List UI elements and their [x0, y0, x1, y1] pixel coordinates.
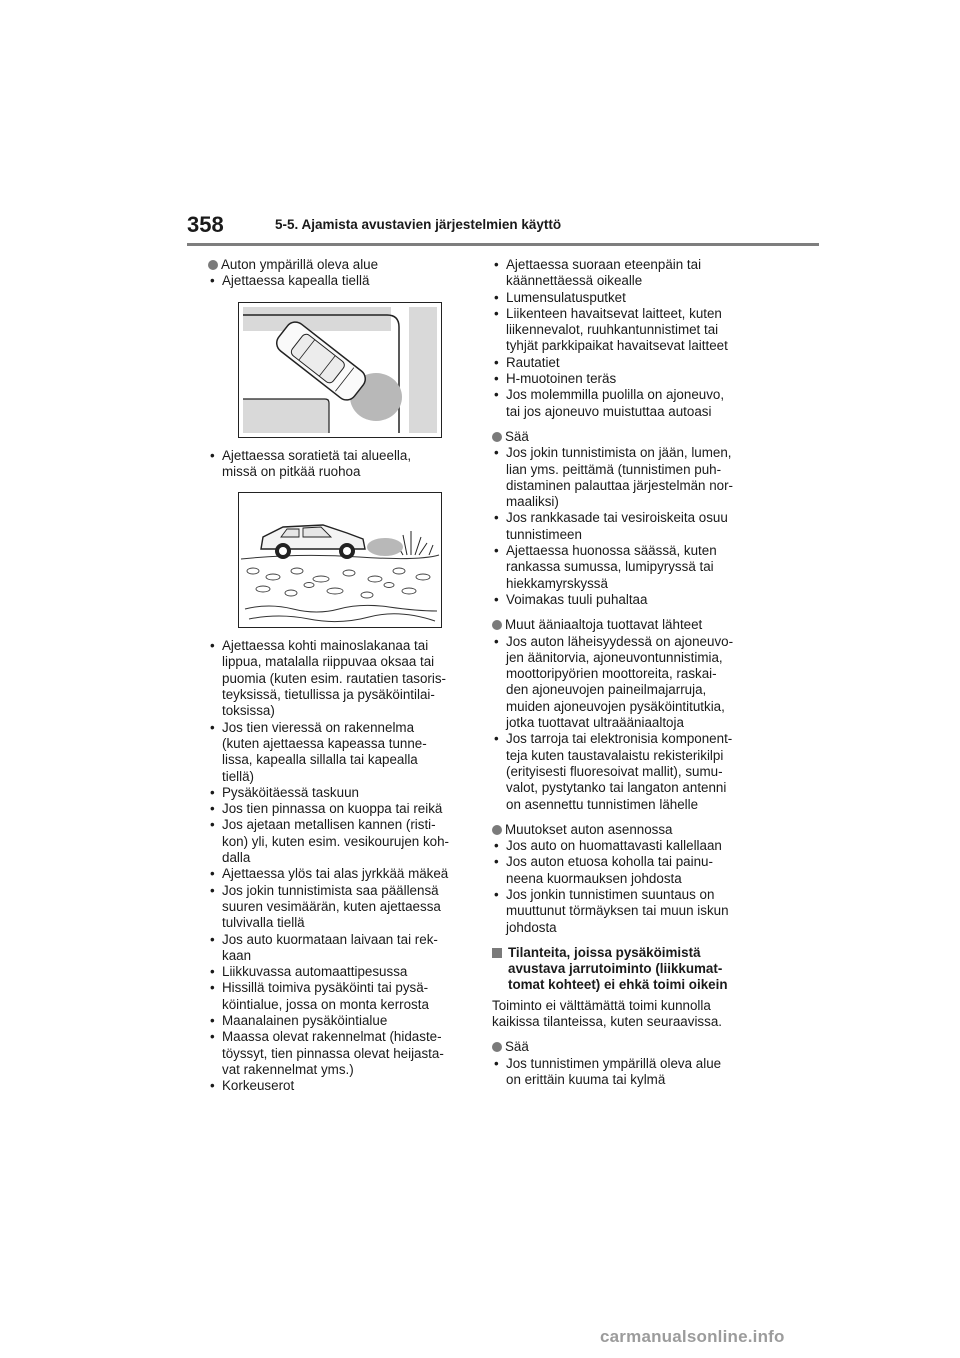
list-item: • Jos auton etuosa koholla tai painu- neena kuormauksen johdosta [494, 854, 713, 886]
circle-bullet-icon [492, 432, 502, 442]
list-item: • Jos rankkasade tai vesiroiskeita osuu tunnistimeen [494, 510, 728, 542]
circle-bullet-icon [208, 260, 218, 270]
circle-bullet-icon [492, 825, 502, 835]
header-divider [187, 243, 819, 246]
list-item: • Jos jokin tunnistimista saa päällensä suuren vesimäärän, kuten ajettaessa tulvivalla tiellä [210, 882, 441, 931]
circle-bullet-icon [492, 620, 502, 630]
bullet-group [492, 838, 767, 936]
list-item: • Jos tarroja tai elektronisia komponent- teja kuten taustavalaistu rekisterikilpi (erityisesti fluoresoivat mallit), sumu- valot, pystytanko tai langaton antenni on asennettu tunnistimen lähelle [494, 731, 733, 812]
bullet-group [492, 634, 767, 813]
list-item: • Maanalainen pysäköintialue [210, 1013, 388, 1029]
list-item: • Ajettaessa kohti mainoslakanaa tai lippua, matalalla riippuvaa oksaa tai puomia (kuten esim. rautatien tasoris- teyksissä, tietullissa ja pysäköintilai- toksissa) [210, 638, 447, 719]
list-item: • Jos ajetaan metallisen kannen (risti- kon) yli, kuten esim. vesikourujen koh- dalla [210, 817, 449, 866]
subheading-weather: Sää [492, 1039, 767, 1055]
subheading-surroundings: Auton ympärillä oleva alue [208, 257, 463, 273]
list-item: • Ajettaessa ylös tai alas jyrkkää mäkeä [210, 866, 449, 882]
list-item: • Hissillä toimiva pysäköinti tai pysä- köintialue, jossa on monta kerrosta [210, 980, 429, 1012]
list-item: • Liikkuvassa automaattipesussa [210, 964, 408, 980]
list-item: • Pysäköitäessä taskuun [210, 784, 359, 800]
left-bullet-list [208, 638, 463, 1094]
list-item: • Korkeuserot [210, 1078, 295, 1094]
list-item: • Jos auto on huomattavasti kallellaan [494, 838, 722, 854]
gravel-road-illustration [239, 493, 441, 627]
list-item: • Jos tien pinnassa on kuoppa tai reikä [210, 801, 443, 817]
list-item: • Ajettaessa soratietä tai alueella, missä on pitkää ruohoa [210, 447, 412, 479]
list-item: • Jos tien vieressä on rakennelma (kuten ajettaessa kapeassa tunne- lissa, kapealla sillalla tai kapealla tiellä) [210, 719, 427, 784]
list-item: • Liikenteen havaitsevat laitteet, kuten liikennevalot, ruuhkantunnistimet tai tyhjät parkkipaikat havaitsevat laitteet [494, 305, 728, 354]
bullet-group [492, 1056, 767, 1089]
list-item: • Jos tunnistimen ympärillä oleva alue on erittäin kuuma tai kylmä [494, 1055, 722, 1087]
list-item: • Jos molemmilla puolilla on ajoneuvo, tai jos ajoneuvo muistuttaa autoasi [494, 387, 725, 419]
subheading-other-sources: Muut ääniaaltoja tuottavat lähteet [492, 617, 767, 633]
section-title: 5-5. Ajamista avustavien järjestelmien käyttö [275, 217, 562, 232]
subheading-weather: Sää [492, 429, 767, 445]
section-heading: Tilanteita, joissa pysäköimistä avustava jarrutoiminto (liikkumat- tomat kohteet) ei ehkä toimi oikein [492, 945, 767, 994]
list-item: • Jos jonkin tunnistimen suuntaus on muuttunut törmäyksen tai muun iskun johdosta [494, 886, 729, 935]
list-item: • Lumensulatusputket [494, 289, 626, 305]
page-number: 358 [187, 212, 224, 237]
list-item: • Ajettaessa kapealla tiellä [210, 273, 370, 289]
circle-bullet-icon [492, 1042, 502, 1052]
list-item: • Voimakas tuuli puhaltaa [494, 591, 648, 607]
narrow-road-illustration [239, 303, 441, 437]
list-item: • Ajettaessa suoraan eteenpäin tai käännettäessä oikealle [494, 257, 702, 289]
subheading-vehicle-posture: Muutokset auton asennossa [492, 822, 767, 838]
list-item: • Jos auton läheisyydessä on ajoneuvo- jen äänitorvia, ajoneuvontunnistimia, moottoripyörien moottoreita, raskai- den ajoneuvojen paineilmajarruja, muiden ajoneuvojen pysäköintitutkia, jotka tuottavat ultraääniaaltoja [494, 633, 734, 731]
list-item: • Jos jokin tunnistimista on jään, lumen, lian yms. peittämä (tunnistimen puh- distaminen palauttaa järjestelmän nor- maaliksi) [494, 445, 734, 510]
list-item: • Maassa olevat rakennelmat (hidaste- töyssyt, tien pinnassa olevat heijasta- vat rakennelmat yms.) [210, 1029, 444, 1077]
list-item: • Ajettaessa huonossa säässä, kuten rankassa sumussa, lumipyryssä tai hiekkamyrskyssä [494, 543, 717, 591]
figure-gravel-road [238, 492, 442, 628]
right-column [492, 257, 767, 1088]
square-bullet-icon [492, 948, 502, 958]
bullet-group [492, 445, 767, 608]
paragraph: Toiminto ei välttämättä toimi kunnolla kaikissa tilanteissa, kuten seuraavissa. [492, 997, 722, 1030]
watermark: carmanualsonline.info [600, 1327, 785, 1346]
list-item: • Jos auto kuormataan laivaan tai rek- kaan [210, 931, 438, 963]
figure-narrow-road [238, 302, 442, 438]
list-item: • H-muotoinen teräs [494, 371, 617, 387]
bullet-group [492, 257, 767, 420]
left-column [208, 257, 463, 1095]
list-item: • Rautatiet [494, 354, 560, 370]
